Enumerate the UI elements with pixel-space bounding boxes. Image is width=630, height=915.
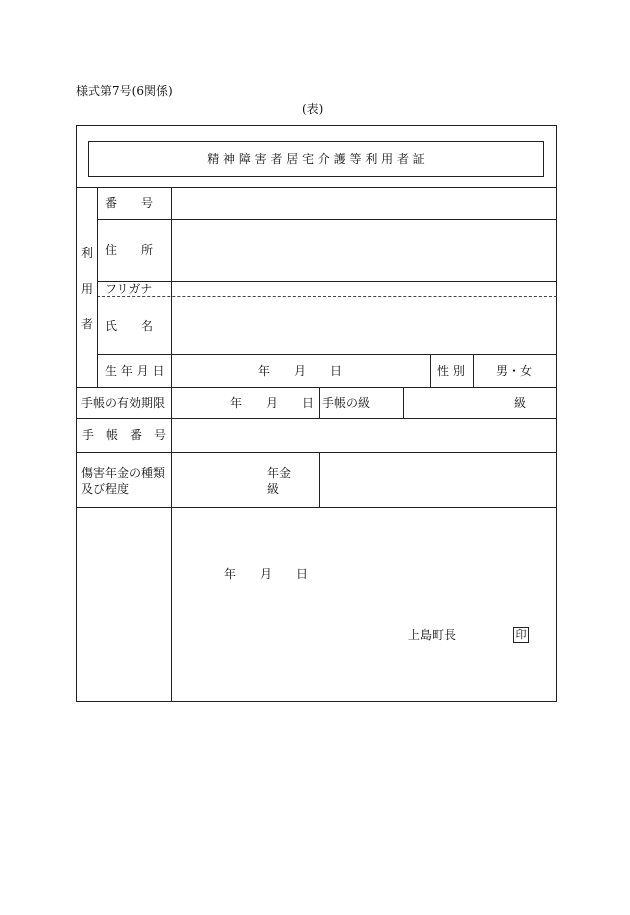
col-line-user-label: [97, 187, 98, 387]
row-line-address: [97, 281, 557, 282]
issuer-name: 上島町長: [408, 628, 457, 642]
col-line-expiry-grade: [319, 387, 320, 418]
handbook-number-label: 手 帳 番 号: [82, 428, 167, 442]
user-label-char-1: 利: [81, 246, 94, 260]
pension-label-line1: 傷害年金の種類: [81, 466, 166, 480]
furigana-label: フリガナ: [105, 282, 153, 296]
pension-value-line1: 年金: [267, 466, 292, 480]
user-label-char-2: 用: [81, 282, 94, 296]
seal-mark: 印: [513, 627, 529, 643]
address-label: 住 所: [105, 243, 154, 257]
side-label: (表): [302, 102, 324, 116]
col-line-label-value: [171, 187, 172, 702]
col-line-birth-gender: [430, 354, 431, 387]
row-line-handbook-number: [76, 452, 557, 453]
birthdate-label: 生 年 月 日: [105, 364, 165, 378]
gender-value: 男・女: [496, 364, 533, 378]
expiry-value: 年 月 日: [230, 396, 315, 410]
issue-date: 年 月 日: [224, 567, 309, 581]
number-label: 番 号: [105, 196, 154, 210]
col-line-pension: [319, 452, 320, 507]
birthdate-value: 年 月 日: [258, 364, 343, 378]
expiry-label: 手帳の有効期限: [81, 396, 166, 410]
grade-value: 級: [514, 396, 527, 410]
row-line-name: [97, 354, 557, 355]
pension-label-line2: 及び程度: [81, 482, 130, 496]
gender-label: 性 別: [437, 364, 465, 378]
row-line-pension: [76, 507, 557, 508]
row-line-title-bottom: [76, 187, 557, 188]
row-line-number: [97, 219, 557, 220]
row-line-user-section-bottom: [76, 387, 557, 388]
form-title: 精 神 障 害 者 居 宅 介 護 等 利 用 者 証: [207, 152, 425, 166]
user-label-char-3: 者: [81, 317, 94, 331]
form-reference: 様式第7号(6関係): [76, 84, 173, 98]
pension-value-line2: 級: [267, 482, 280, 496]
col-line-gender-value: [473, 354, 474, 387]
grade-label: 手帳の級: [322, 396, 371, 410]
form-frame: [76, 125, 557, 702]
row-line-expiry: [76, 418, 557, 419]
name-label: 氏 名: [105, 319, 154, 333]
furigana-separator: [97, 296, 557, 297]
col-line-grade-value: [403, 387, 404, 418]
